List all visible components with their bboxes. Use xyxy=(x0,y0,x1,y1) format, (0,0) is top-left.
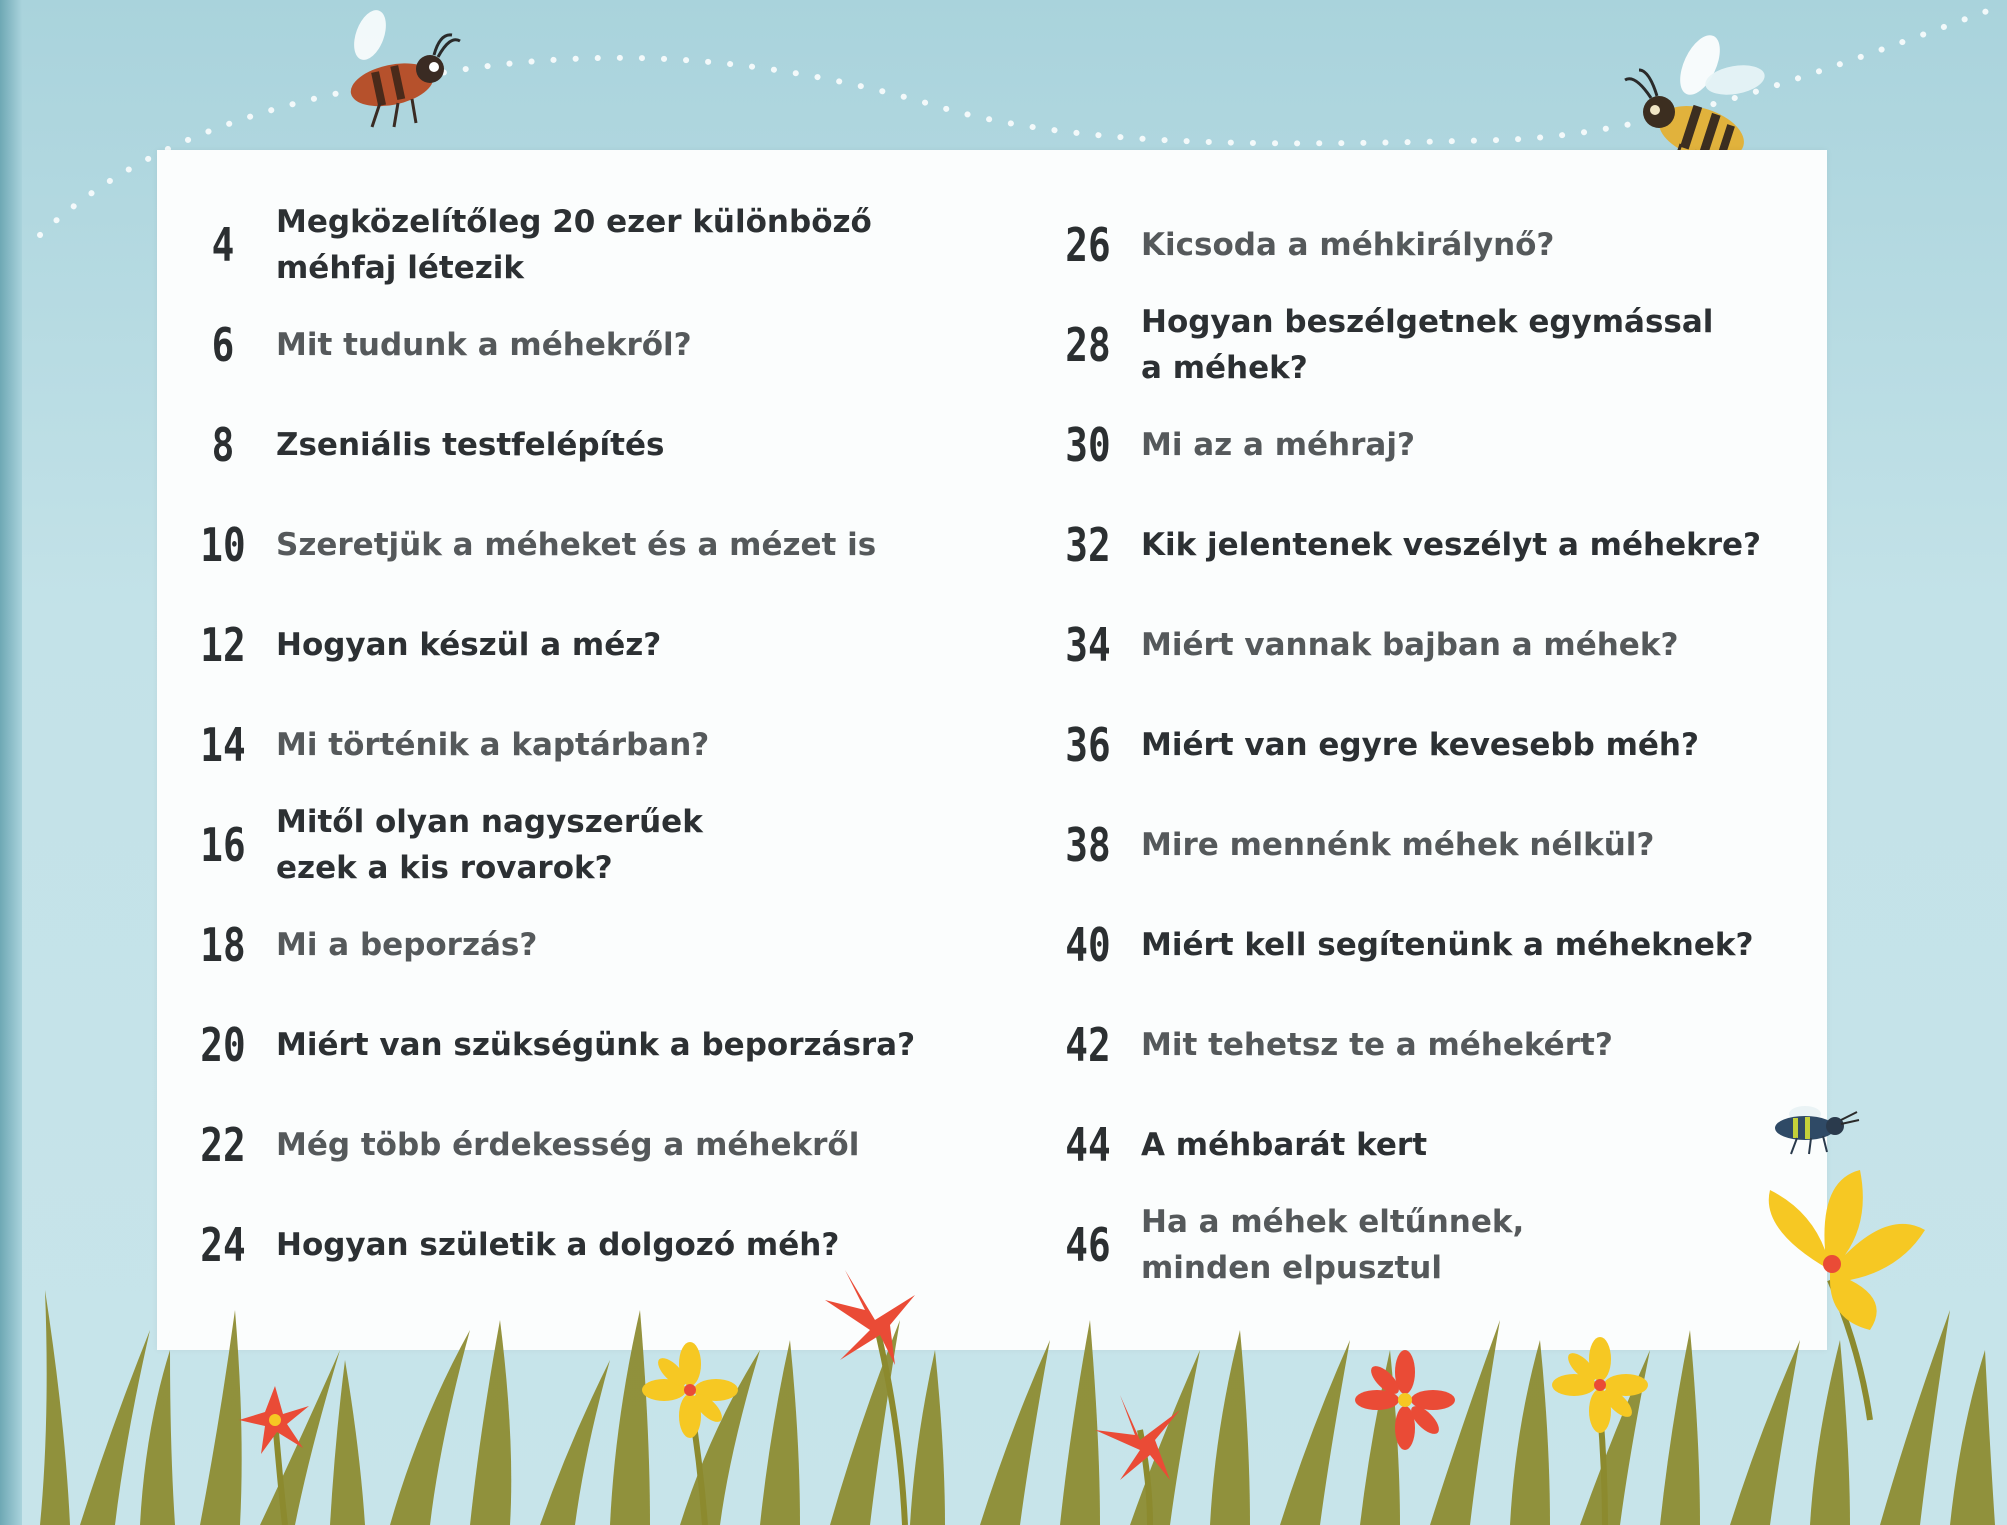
toc-title: Kik jelentenek veszélyt a méhekre? xyxy=(1141,527,1762,563)
toc-entry[interactable] xyxy=(170,195,990,295)
toc-entry[interactable] xyxy=(1035,195,1855,295)
toc-entry[interactable] xyxy=(1035,995,1855,1095)
toc-page-number: 40 xyxy=(1065,918,1111,972)
toc-page-number: 4 xyxy=(211,218,235,272)
toc-title: Hogyan beszélgetnek egymással a méhek? xyxy=(1141,304,1714,386)
toc-entry[interactable] xyxy=(1035,295,1855,395)
toc-entry[interactable] xyxy=(170,295,990,395)
toc-entry[interactable] xyxy=(170,795,990,895)
toc-entry[interactable] xyxy=(1035,795,1855,895)
toc-title: Kicsoda a méhkirálynő? xyxy=(1141,227,1555,263)
bee-icon xyxy=(347,6,460,127)
toc-title: Mit tehetsz te a méhekért? xyxy=(1141,1027,1613,1063)
toc-entry[interactable] xyxy=(1035,1195,1855,1295)
toc-entry[interactable] xyxy=(1035,1095,1855,1195)
toc-title: Hogyan születik a dolgozó méh? xyxy=(276,1227,840,1263)
toc-title: Még több érdekesség a méhekről xyxy=(276,1127,860,1163)
toc-page-number: 8 xyxy=(211,418,235,472)
toc-entry[interactable] xyxy=(170,695,990,795)
toc-page-number: 20 xyxy=(200,1018,246,1072)
toc-title: Miért vannak bajban a méhek? xyxy=(1141,627,1679,663)
toc-page-number: 22 xyxy=(200,1118,246,1172)
toc-entry[interactable] xyxy=(170,495,990,595)
toc-title: Megközelítőleg 20 ezer különböző méhfaj létezik xyxy=(276,204,872,286)
toc-page-number: 16 xyxy=(200,818,246,872)
toc-page-number: 30 xyxy=(1065,418,1111,472)
toc-page-number: 10 xyxy=(200,518,246,572)
toc-column-left xyxy=(170,195,990,1295)
toc-page-number: 44 xyxy=(1065,1118,1111,1172)
toc-entry[interactable] xyxy=(1035,695,1855,795)
toc-entry[interactable] xyxy=(170,1195,990,1295)
toc-page-number: 36 xyxy=(1065,718,1111,772)
toc-entry[interactable] xyxy=(170,1095,990,1195)
toc-page-number: 26 xyxy=(1065,218,1111,272)
toc-page-number: 18 xyxy=(200,918,246,972)
toc-page-number: 6 xyxy=(211,318,235,372)
toc-title: Hogyan készül a méz? xyxy=(276,627,662,663)
toc-title: Miért van egyre kevesebb méh? xyxy=(1141,727,1699,763)
toc-page-number: 14 xyxy=(200,718,246,772)
toc-title: A méhbarát kert xyxy=(1141,1127,1428,1163)
toc-column-right xyxy=(1035,195,1855,1295)
toc-page-number: 12 xyxy=(200,618,246,672)
toc-entry[interactable] xyxy=(170,595,990,695)
toc-page-number: 38 xyxy=(1065,818,1111,872)
toc-title: Ha a méhek eltűnnek, minden elpusztul xyxy=(1141,1204,1525,1286)
toc-title: Mi a beporzás? xyxy=(276,927,538,963)
toc-title: Szeretjük a méheket és a mézet is xyxy=(276,527,877,563)
toc-title: Mire mennénk méhek nélkül? xyxy=(1141,827,1655,863)
toc-entry[interactable] xyxy=(1035,395,1855,495)
toc-title: Mit tudunk a méhekről? xyxy=(276,327,692,363)
toc-page-number: 42 xyxy=(1065,1018,1111,1072)
toc-title: Mi az a méhraj? xyxy=(1141,427,1415,463)
toc-entry[interactable] xyxy=(170,995,990,1095)
toc-title: Zseniális testfelépítés xyxy=(276,427,665,463)
toc-title: Miért van szükségünk a beporzásra? xyxy=(276,1027,916,1063)
toc-title: Mitől olyan nagyszerűek ezek a kis rovarok? xyxy=(276,804,703,886)
toc-entry[interactable] xyxy=(170,395,990,495)
toc-page-number: 28 xyxy=(1065,318,1111,372)
toc-entry[interactable] xyxy=(1035,595,1855,695)
toc-entry[interactable] xyxy=(1035,895,1855,995)
toc-entry[interactable] xyxy=(1035,495,1855,595)
toc-page-number: 24 xyxy=(200,1218,246,1272)
toc-title: Mi történik a kaptárban? xyxy=(276,727,710,763)
toc-page-number: 32 xyxy=(1065,518,1111,572)
toc-page-number: 34 xyxy=(1065,618,1111,672)
toc-entry[interactable] xyxy=(170,895,990,995)
toc-title: Miért kell segítenünk a méheknek? xyxy=(1141,927,1754,963)
toc-page-number: 46 xyxy=(1065,1218,1111,1272)
